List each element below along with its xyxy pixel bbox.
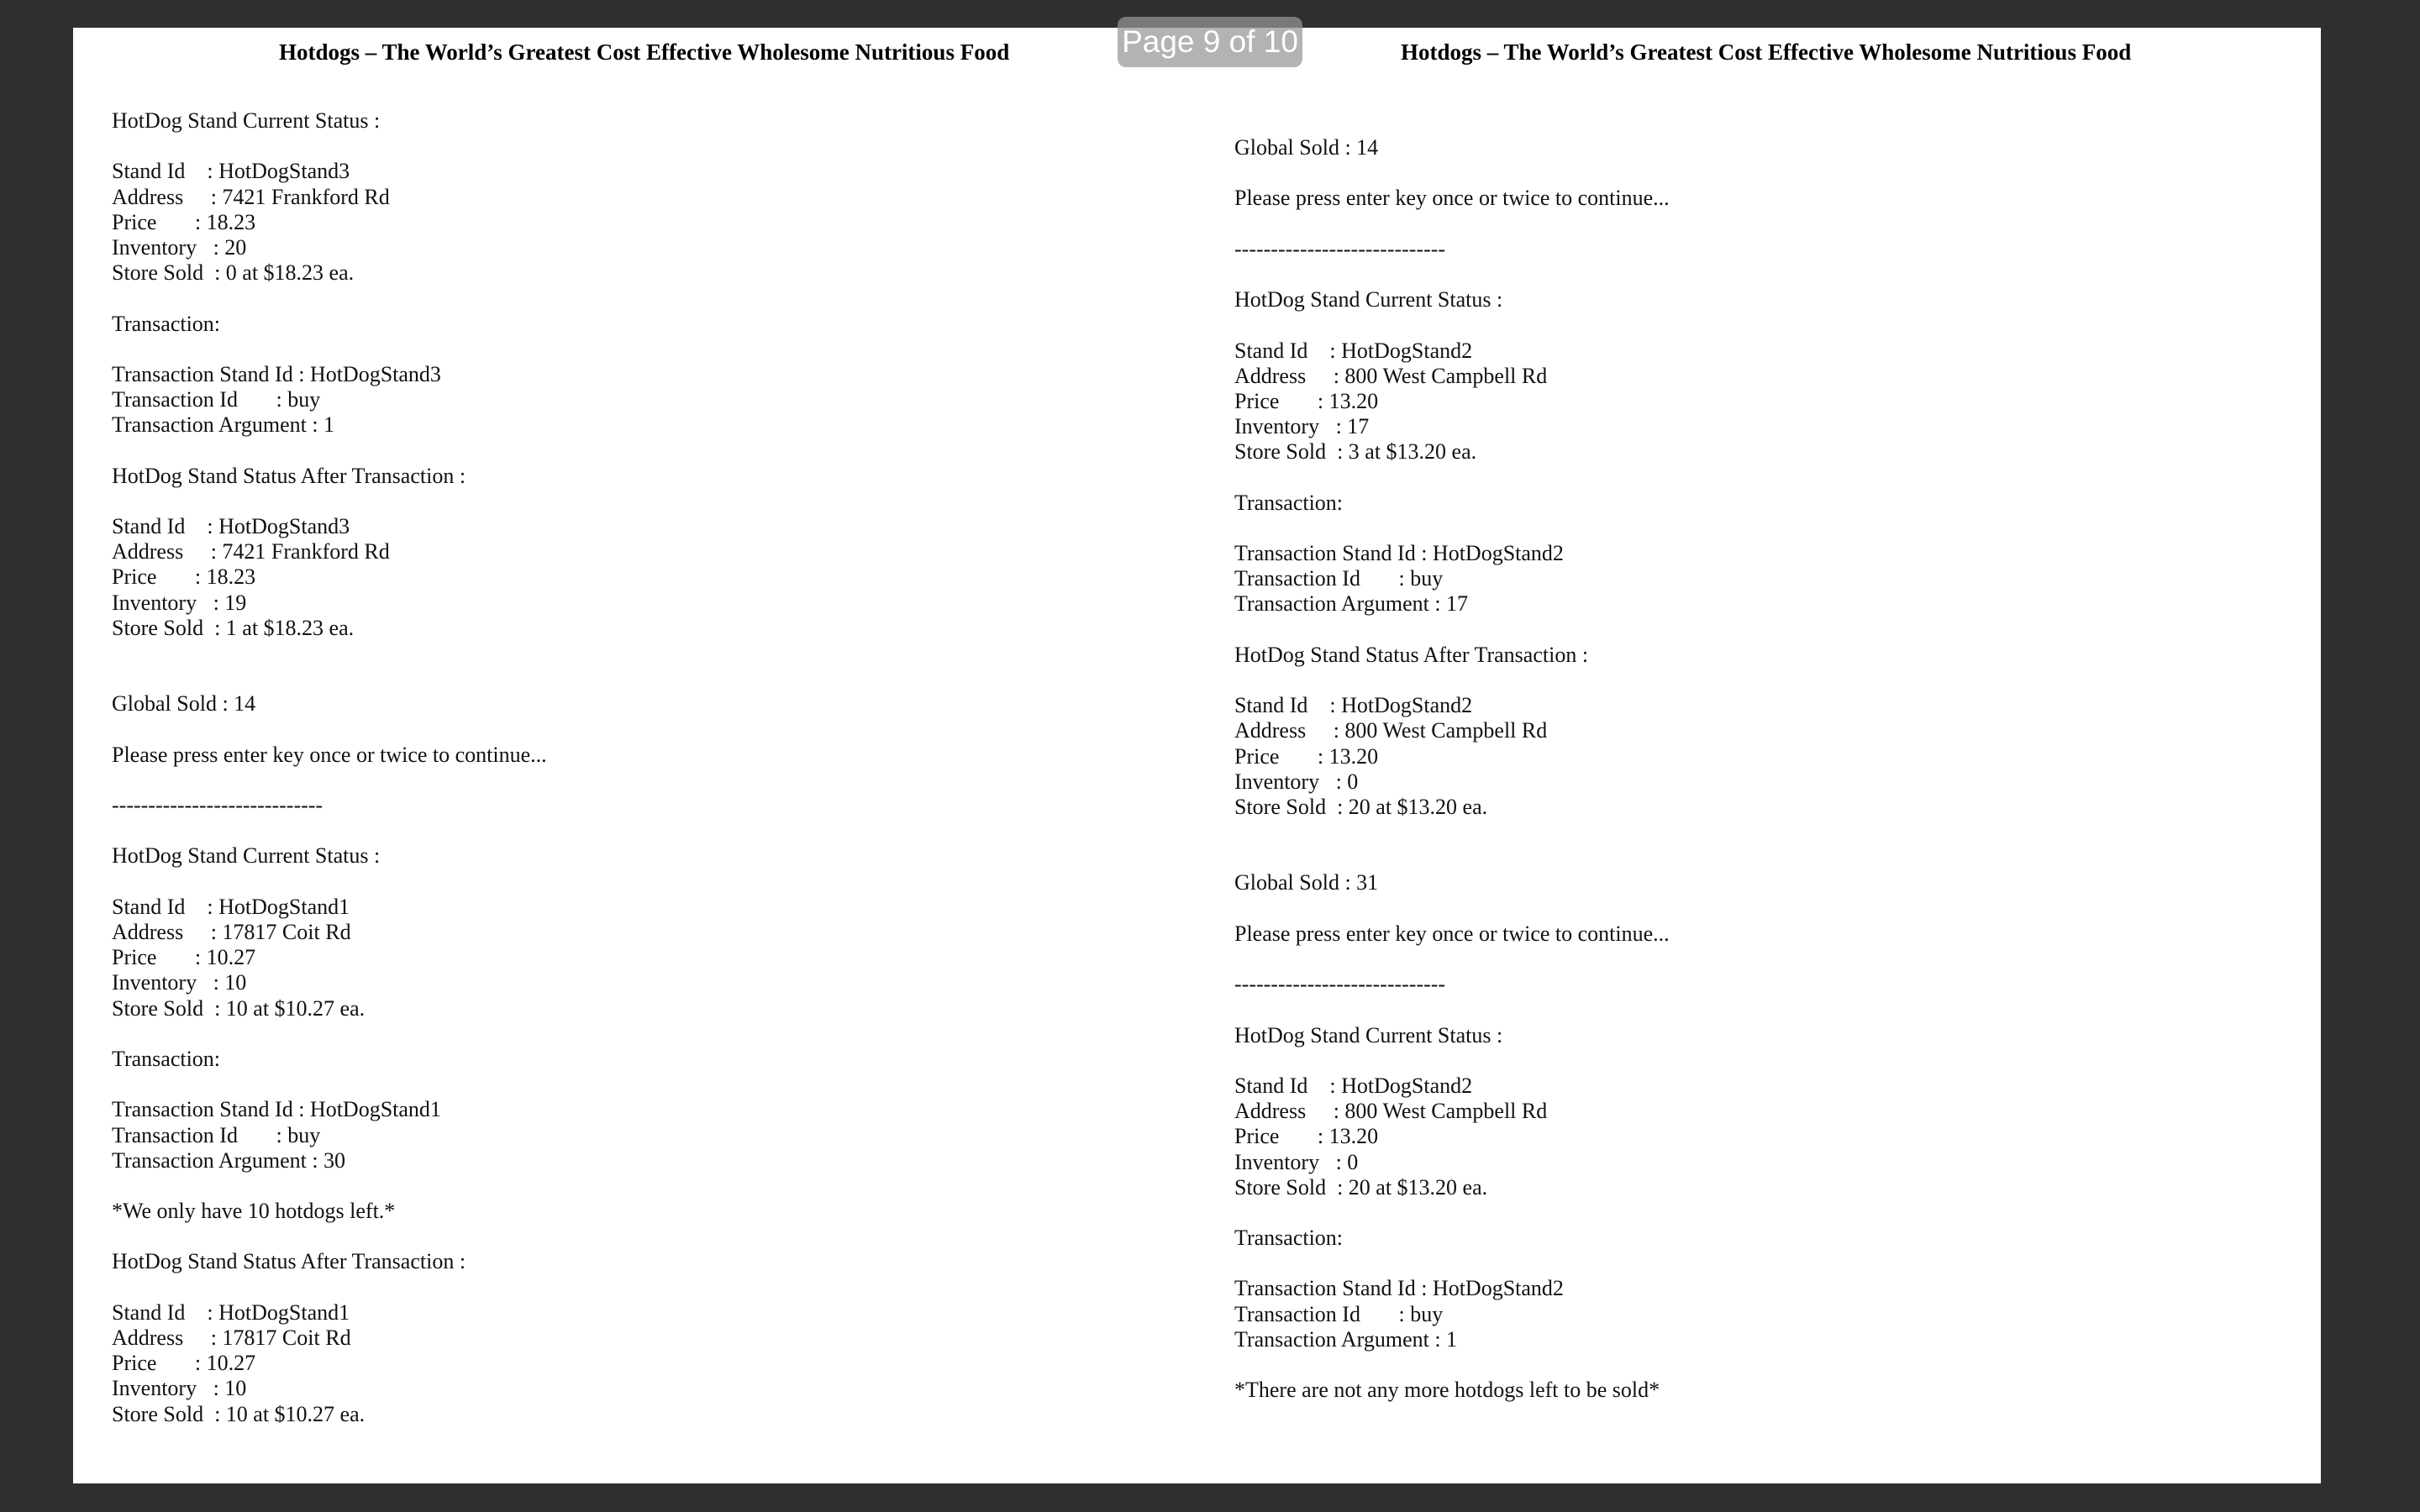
left-column	[112, 108, 547, 1427]
right-column	[1234, 135, 1670, 1403]
page-indicator: Page 9 of 10	[1118, 17, 1302, 67]
separator-line: -----------------------------	[1234, 236, 1446, 261]
section-heading: HotDog Stand Current Status :	[1234, 287, 1503, 312]
continue-prompt: Please press enter key once or twice to continue...	[1234, 186, 1670, 211]
separator-line: -----------------------------	[112, 793, 324, 818]
price-line: Price : 18.23	[112, 209, 256, 234]
transaction-heading: Transaction:	[1234, 1226, 1344, 1251]
address-line: Address : 7421 Frankford Rd	[112, 539, 390, 564]
continue-prompt: Please press enter key once or twice to continue...	[112, 742, 547, 767]
section-heading: HotDog Stand Current Status :	[112, 843, 381, 869]
transaction-argument-line: Transaction Argument : 30	[112, 1147, 346, 1173]
transaction-stand-id-line: Transaction Stand Id : HotDogStand1	[112, 1097, 441, 1122]
store-sold-line: Store Sold : 10 at $10.27 ea.	[112, 1401, 366, 1426]
inventory-line: Inventory : 20	[112, 234, 247, 260]
global-sold-line: Global Sold : 31	[1234, 870, 1379, 895]
transaction-id-line: Transaction Id : buy	[1234, 566, 1444, 591]
transaction-id-line: Transaction Id : buy	[1234, 1301, 1444, 1326]
transaction-heading: Transaction:	[112, 311, 221, 336]
inventory-line: Inventory : 0	[1234, 769, 1359, 794]
section-heading: HotDog Stand Current Status :	[1234, 1022, 1503, 1047]
store-sold-line: Store Sold : 0 at $18.23 ea.	[112, 260, 355, 286]
stand-id-line: Stand Id : HotDogStand2	[1234, 338, 1473, 363]
address-line: Address : 17817 Coit Rd	[112, 920, 351, 944]
address-line: Address : 800 West Campbell Rd	[1234, 718, 1548, 743]
section-heading: HotDog Stand Status After Transaction :	[112, 463, 466, 488]
transaction-argument-line: Transaction Argument : 1	[112, 412, 335, 438]
address-line: Address : 17817 Coit Rd	[112, 1326, 351, 1350]
transaction-argument-line: Transaction Argument : 17	[1234, 591, 1469, 617]
transaction-heading: Transaction:	[112, 1046, 221, 1071]
transaction-stand-id-line: Transaction Stand Id : HotDogStand2	[1234, 1276, 1564, 1301]
global-sold-line: Global Sold : 14	[112, 691, 256, 717]
inventory-line: Inventory : 10	[112, 970, 247, 995]
price-line: Price : 10.27	[112, 1351, 256, 1376]
header-right: Hotdogs – The World’s Greatest Cost Effective Wholesome Nutritious Food	[1401, 39, 2132, 65]
transaction-argument-line: Transaction Argument : 1	[1234, 1326, 1458, 1352]
inventory-line: Inventory : 10	[112, 1376, 247, 1401]
inventory-line: Inventory : 19	[112, 590, 247, 615]
stand-id-line: Stand Id : HotDogStand2	[1234, 693, 1473, 718]
notice-line: *There are not any more hotdogs left to be sold*	[1234, 1378, 1660, 1403]
separator-line: -----------------------------	[1234, 972, 1446, 997]
transaction-id-line: Transaction Id : buy	[112, 387, 321, 412]
section-heading: HotDog Stand Status After Transaction :	[112, 1249, 466, 1274]
global-sold-line: Global Sold : 14	[1234, 135, 1379, 160]
stand-id-line: Stand Id : HotDogStand2	[1234, 1073, 1473, 1098]
store-sold-line: Store Sold : 20 at $13.20 ea.	[1234, 1174, 1488, 1200]
store-sold-line: Store Sold : 1 at $18.23 ea.	[112, 615, 355, 640]
address-line: Address : 800 West Campbell Rd	[1234, 363, 1548, 388]
document-page	[73, 28, 2321, 1483]
inventory-line: Inventory : 0	[1234, 1149, 1359, 1174]
notice-line: *We only have 10 hotdogs left.*	[112, 1199, 396, 1224]
price-line: Price : 18.23	[112, 564, 256, 590]
store-sold-line: Store Sold : 20 at $13.20 ea.	[1234, 794, 1488, 819]
price-line: Price : 13.20	[1234, 743, 1379, 769]
header-left: Hotdogs – The World’s Greatest Cost Effective Wholesome Nutritious Food	[279, 39, 1010, 65]
price-line: Price : 13.20	[1234, 388, 1379, 413]
store-sold-line: Store Sold : 3 at $13.20 ea.	[1234, 439, 1477, 465]
address-line: Address : 800 West Campbell Rd	[1234, 1099, 1548, 1124]
section-heading: HotDog Stand Current Status :	[112, 108, 381, 133]
transaction-heading: Transaction:	[1234, 490, 1344, 515]
transaction-stand-id-line: Transaction Stand Id : HotDogStand2	[1234, 541, 1564, 565]
inventory-line: Inventory : 17	[1234, 414, 1370, 439]
transaction-stand-id-line: Transaction Stand Id : HotDogStand3	[112, 361, 441, 386]
address-line: Address : 7421 Frankford Rd	[112, 184, 390, 209]
stand-id-line: Stand Id : HotDogStand3	[112, 159, 350, 184]
store-sold-line: Store Sold : 10 at $10.27 ea.	[112, 995, 366, 1021]
continue-prompt: Please press enter key once or twice to continue...	[1234, 921, 1670, 946]
stand-id-line: Stand Id : HotDogStand3	[112, 514, 350, 538]
stand-id-line: Stand Id : HotDogStand1	[112, 894, 350, 919]
section-heading: HotDog Stand Status After Transaction :	[1234, 642, 1589, 667]
transaction-id-line: Transaction Id : buy	[112, 1122, 321, 1147]
price-line: Price : 13.20	[1234, 1124, 1379, 1149]
price-line: Price : 10.27	[112, 945, 256, 970]
stand-id-line: Stand Id : HotDogStand1	[112, 1299, 350, 1325]
